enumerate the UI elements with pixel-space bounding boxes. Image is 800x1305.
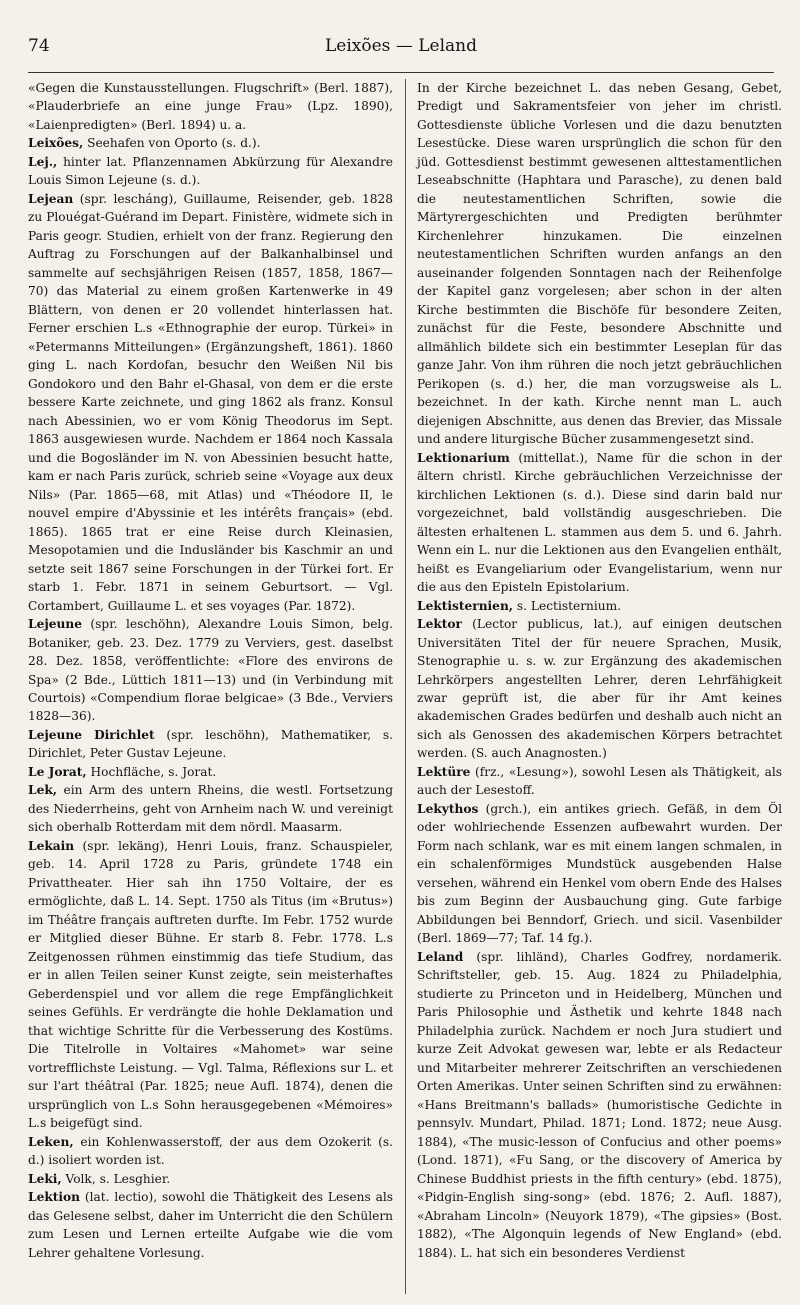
- dictionary-entry: [417, 449, 782, 597]
- dictionary-entry: [417, 800, 782, 948]
- dictionary-entry: [28, 763, 393, 781]
- entry-text: (spr. leschöhn), Alexandre Louis Simon, belg. Botaniker, geb. 23. Dez. 1779 zu Verviers, gest. daselbst 28. Dez. 1858, veröffentlichte: «Flore des environs de Spa» (2 Bde., Lüttich 1811—13) und (in Verbindung mit Courtois) «Compendium florae belgicae» (3 Bde., Verviers 1828—36).: [28, 617, 393, 724]
- entry-headword: Leland: [417, 949, 464, 964]
- entry-headword: Lektion: [28, 1190, 81, 1205]
- entry-text: (mittellat.), Name für die schon in der ältern christl. Kirche gebräuchlichen Verzeichnisse der kirchlichen Lektionen (s. d.). Diese sind darin bald nur vorgezeichnet, bald vollständig ausgeschrieben. Die ältesten erhaltenen L. stammen aus dem 5. und 6. Jahrh. Wenn ein L. nur die Lektionen aus den Evangelien enthält, heißt es Evangeliarium oder Evangelistarium, wenn nur die aus den Episteln Epistolarium.: [417, 450, 782, 595]
- dictionary-entry: [28, 1188, 393, 1262]
- dictionary-entry: [28, 190, 393, 615]
- text-columns: [28, 79, 782, 1294]
- entry-text: (spr. lescháng), Guillaume, Reisender, geb. 1828 zu Plouégat-Guérand im Depart. Finistère, widmete sich in Paris geogr. Studien, erhielt von der franz. Regierung den Auftrag zu Forschungen auf der Balkanhalbinsel und sammelte auf sechsjährigen Reisen (1857, 1858, 1867—70) das Material zu einem großen Kartenwerke in 49 Blättern, von denen er 20 vollendet hinterlassen hat. Ferner erschien L.s «Ethnographie der europ. Türkei» in «Petermanns Mitteilungen» (Ergänzungsheft, 1861). 1860 ging L. nach Kordofan, besuchr den Weißen Nil bis Gondokoro und den Bahr el-Ghasal, von dem er die erste bessere Karte zeichnete, und ging 1862 als franz. Konsul nach Abessinien, wo er vom König Theodorus im Sept. 1863 ausgewiesen wurde. Nachdem er 1864 noch Kassala und die Bogosländer im N. von Abessinien besucht hatte, kam er nach Paris zurück, schrieb seine «Voyage aux deux Nils» (Par. 1865—68, mit Atlas) und «Théodore II, le nouvel empire d'Abyssinie et les intérêts français» (ebd. 1865). 1865 trat er eine Reise durch Kleinasien, Mesopotamien und die Indusländer bis Kaschmir an und setzte seit 1867 seine Forschungen in der Türkei fort. Er starb 1. Febr. 1871 in seinem Geburtsort. — Vgl. Cortambert, Guillaume L. et ses voyages (Par. 1872).: [28, 191, 393, 613]
- dictionary-entry: [28, 726, 393, 763]
- dictionary-entry: [28, 1170, 393, 1188]
- page-number: 74: [28, 36, 50, 56]
- entry-headword: Lejeune: [28, 617, 82, 632]
- entry-text: (lat. lectio), sowohl die Thätigkeit des Lesens als das Gelesene selbst, daher im Unterricht die den Schülern zum Lesen und Lernen erteilte Aufgabe wie die vom Lehrer gehaltene Vorlesung.: [28, 1190, 393, 1260]
- dictionary-entry: [28, 153, 393, 190]
- entry-text: s. Lectisternium.: [513, 598, 622, 613]
- entry-headword: Lektisternien,: [417, 598, 514, 613]
- entry-headword: Leixões,: [28, 136, 84, 151]
- entry-text: (spr. leschöhn), Mathematiker, s. Dirichlet, Peter Gustav Lejeune.: [28, 727, 393, 761]
- entry-headword: Lek,: [28, 783, 58, 798]
- dictionary-entry: [28, 1133, 393, 1170]
- entry-headword: Le Jorat,: [28, 764, 87, 779]
- header-rule: [28, 72, 774, 73]
- dictionary-entry: [28, 781, 393, 836]
- dictionary-entry: [417, 948, 782, 1262]
- entry-headword: Leki,: [28, 1171, 62, 1186]
- entry-text: Seehafen von Oporto (s. d.).: [83, 136, 261, 151]
- entry-text: hinter lat. Pflanzennamen Abkürzung für Alexandre Louis Simon Lejeune (s. d.).: [28, 154, 393, 188]
- entry-text: In der Kirche bezeichnet L. das neben Gesang, Gebet, Predigt und Sakramentsfeier von jeher im christl. Gottesdienste übliche Vorlesen und die dazu benutzten Lesestücke. Diese waren ursprünglich die schon für den jüd. Gottesdienst bestimmt gewesenen alttestamentlichen Leseabschnitte (Haphtara und Parasche), zu denen bald die neutestamentlichen Schriften, sowie die Märtyrergeschichten und Predigten berühmter Kirchenlehrer hinzukamen. Die einzelnen neutestamentlichen Schriften wurden anfangs an den auseinander folgenden Sonntagen nach der Reihenfolge der Kapitel ganz vorgelesen; aber schon in der alten Kirche bestimmten die Bischöfe für besondere Zeiten, zunächst für die Feste, besondere Abschnitte und allmählich bildete sich ein bestimmter Leseplan für das ganze Jahr. Von ihm rühren die noch jetzt gebräuchlichen Perikopen (s. d.) her, die man vorzugsweise als L. bezeichnet. In der kath. Kirche nennt man L. auch diejenigen Abschnitte, aus denen das Brevier, das Missale und andere liturgische Bücher zusammengesetzt sind.: [417, 81, 782, 447]
- entry-text: (spr. lekäng), Henri Louis, franz. Schauspieler, geb. 14. April 1728 zu Paris, gründete 1748 ein Privattheater. Hier sah ihn 1750 Voltaire, der es ermöglichte, daß L. 14. Sept. 1750 als Titus (im «Brutus») im Théâtre français auftreten durfte. Im Febr. 1752 wurde er Mitglied dieser Bühne. Er starb 8. Febr. 1778. L.s Zeitgenossen rühmen einstimmig das tiefe Studium, das er in allen Teilen seiner Kunst zeigte, sein meisterhaftes Geberdenspiel und vor allem die rege Empfänglichkeit seines Gefühls. Er verdrängte die hohle Deklamation und that wichtige Schritte für die Verbesserung des Kostüms. Die Titelrolle in Voltaires «Mahomet» war seine vortrefflichste Leistung. — Vgl. Talma, Réflexions sur L. et sur l'art théâtral (Par. 1825; neue Aufl. 1874), denen die ursprünglich von L.s Sohn herausgegebenen «Mémoires» L.s beigefügt sind.: [28, 838, 393, 1131]
- entry-text: ein Arm des untern Rheins, die westl. Fortsetzung des Niederrheins, geht von Arnheim nach W. und vereinigt sich oberhalb Rotterdam mit dem nördl. Maasarm.: [28, 783, 393, 835]
- dictionary-entry: [28, 837, 393, 1133]
- page-header: [28, 36, 774, 68]
- entry-text: (spr. lihländ), Charles Godfrey, nordamerik. Schriftsteller, geb. 15. Aug. 1824 zu Philadelphia, studierte zu Princeton und in Heidelberg, München und Paris Philosophie und Ästhetik und kehrte 1848 nach Philadelphia zurück. Nachdem er noch Jura studiert und kurze Zeit Advokat gewesen war, lebte er als Redacteur und Mitarbeiter mehrerer Zeitschriften an verschiedenen Orten Amerikas. Unter seinen Schriften sind zu erwähnen: «Hans Breitmann's ballads» (humoristische Gedichte in pennsylv. Mundart, Philad. 1871; Lond. 1872; neue Ausg. 1884), «The music-lesson of Confucius and other poems» (Lond. 1871), «Fu Sang, or the discovery of America by Chinese Buddhist priests in the fifth century» (ebd. 1875), «Pidgin-English sing-song» (ebd. 1876; 2. Aufl. 1887), «Abraham Lincoln» (Neuyork 1879), «The gipsies» (Bost. 1882), «The Algonquin legends of New England» (ebd. 1884). L. hat sich ein besonderes Verdienst: [417, 949, 782, 1260]
- entry-text: Hochfläche, s. Jorat.: [86, 764, 217, 779]
- entry-headword: Lekain: [28, 838, 75, 853]
- entry-text: «Gegen die Kunstausstellungen. Flugschrift» (Berl. 1887), «Plauderbriefe an eine junge Frau» (Lpz. 1890), «Laienpredigten» (Berl. 1894) u. a.: [28, 81, 393, 132]
- left-column: [28, 79, 393, 1262]
- dictionary-entry: [28, 79, 393, 134]
- right-column: [417, 79, 782, 1262]
- dictionary-entry: [417, 79, 782, 449]
- dictionary-entry: [28, 134, 393, 152]
- entry-headword: Lekythos: [417, 801, 479, 816]
- dictionary-entry: [417, 763, 782, 800]
- entry-text: ein Kohlenwasserstoff, der aus dem Ozokerit (s. d.) isoliert worden ist.: [28, 1134, 393, 1168]
- running-head: Leixões — Leland: [325, 36, 477, 56]
- entry-text: (frz., «Lesung»), sowohl Lesen als Thätigkeit, als auch der Lesestoff.: [417, 764, 782, 798]
- dictionary-entry: [28, 615, 393, 726]
- entry-headword: Lejean: [28, 191, 74, 206]
- dictionary-entry: [417, 597, 782, 615]
- entry-headword: Leken,: [28, 1134, 74, 1149]
- entry-headword: Lektor: [417, 617, 462, 632]
- dictionary-entry: [417, 615, 782, 763]
- column-divider: [405, 79, 406, 1294]
- entry-headword: Lektionarium: [417, 450, 510, 465]
- entry-text: (Lector publicus, lat.), auf einigen deutschen Universitäten Titel der für neuere Sprachen, Musik, Stenographie u. s. w. zur Ergänzung des akademischen Lehrkörpers angestellten Lehrer, deren Lehrfähigkeit zwar geprüft ist, die aber für ihr Amt keines akademischen Grades bedürfen und deshalb auch nicht an sich als Genossen des akademischen Körpers betrachtet werden. (S. auch Anagnosten.): [417, 617, 782, 761]
- entry-headword: Lej.,: [28, 154, 58, 169]
- entry-headword: Lektüre: [417, 764, 471, 779]
- entry-text: (grch.), ein antikes griech. Gefäß, in dem Öl oder wohlriechende Essenzen aufbewahrt wurden. Der Form nach schlank, war es mit einem langen schmalen, in ein schalenförmiges Mundstück ausgebenden Halse versehen, während ein Henkel vom obern Ende des Halses bis zum Beginn der Ausbauchung ging. Gute farbige Abbildungen bei Benndorf, Griech. und sicil. Vasenbilder (Berl. 1869—77; Taf. 14 fg.).: [417, 801, 782, 946]
- entry-text: Volk, s. Lesghier.: [61, 1171, 171, 1186]
- entry-headword: Lejeune Dirichlet: [28, 727, 155, 742]
